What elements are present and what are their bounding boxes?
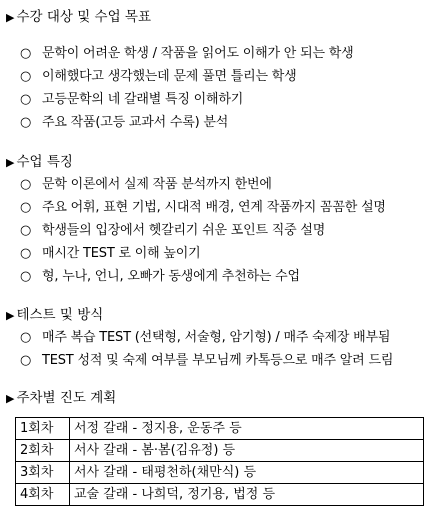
list-item: ○ 주요 어휘, 표현 기법, 시대적 배경, 연계 작품까지 꼼꼼한 설명 — [20, 200, 386, 215]
section-title-features: ▶ 수업 특징 — [6, 154, 73, 170]
table-row — [16, 418, 424, 440]
triangle-marker-icon: ▶ — [6, 392, 15, 405]
list-item: ○ 이해했다고 생각했는데 문제 풀면 틀리는 학생 — [20, 69, 297, 84]
week-cell: 3회차 — [16, 462, 70, 484]
list-item: ○ 매주 복습 TEST (선택형, 서술형, 암기형) / 매주 숙제장 배부됨 — [20, 330, 391, 345]
weekly-plan-table — [15, 417, 424, 506]
circle-bullet-icon: ○ — [20, 115, 32, 130]
triangle-marker-icon: ▶ — [6, 309, 15, 322]
circle-bullet-icon: ○ — [20, 353, 32, 368]
list-item: ○ 매시간 TEST 로 이해 높이기 — [20, 246, 201, 261]
content-cell: 서사 갈래 - 봄·봄(김유정) 등 — [70, 440, 424, 462]
week-cell: 2회차 — [16, 440, 70, 462]
list-item: ○ 고등문학의 네 갈래별 특징 이해하기 — [20, 92, 244, 107]
circle-bullet-icon: ○ — [20, 177, 32, 192]
circle-bullet-icon: ○ — [20, 200, 32, 215]
content-cell: 교술 갈래 - 나희덕, 정기용, 법정 등 — [70, 484, 424, 506]
circle-bullet-icon: ○ — [20, 269, 32, 284]
list-item: ○ 형, 누나, 언니, 오빠가 동생에게 추천하는 수업 — [20, 269, 300, 284]
week-cell: 4회차 — [16, 484, 70, 506]
circle-bullet-icon: ○ — [20, 46, 32, 61]
triangle-marker-icon: ▶ — [6, 11, 15, 24]
triangle-marker-icon: ▶ — [6, 156, 15, 169]
list-item: ○ 주요 작품(고등 교과서 수록) 분석 — [20, 115, 229, 130]
list-item: ○ 학생들의 입장에서 헷갈리기 쉬운 포인트 직중 설명 — [20, 223, 326, 238]
content-cell: 서사 갈래 - 태평천하(채만식) 등 — [70, 462, 424, 484]
table-row — [16, 484, 424, 506]
section-title-goals: ▶ 수강 대상 및 수업 목표 — [6, 9, 152, 25]
list-item: ○ 문학 이론에서 실제 작품 분석까지 한번에 — [20, 177, 272, 192]
circle-bullet-icon: ○ — [20, 223, 32, 238]
circle-bullet-icon: ○ — [20, 92, 32, 107]
table-row — [16, 462, 424, 484]
circle-bullet-icon: ○ — [20, 69, 32, 84]
section-title-plan: ▶ 주차별 진도 계획 — [6, 390, 117, 406]
circle-bullet-icon: ○ — [20, 330, 32, 345]
table-row — [16, 440, 424, 462]
content-cell: 서정 갈래 - 정지용, 운동주 등 — [70, 418, 424, 440]
circle-bullet-icon: ○ — [20, 246, 32, 261]
section-title-test: ▶ 테스트 및 방식 — [6, 307, 104, 323]
list-item: ○ TEST 성적 및 숙제 여부를 부모님께 카톡등으로 매주 알려 드림 — [20, 353, 394, 368]
week-cell: 1회차 — [16, 418, 70, 440]
list-item: ○ 문학이 어려운 학생 / 작품을 읽어도 이해가 안 되는 학생 — [20, 46, 354, 61]
